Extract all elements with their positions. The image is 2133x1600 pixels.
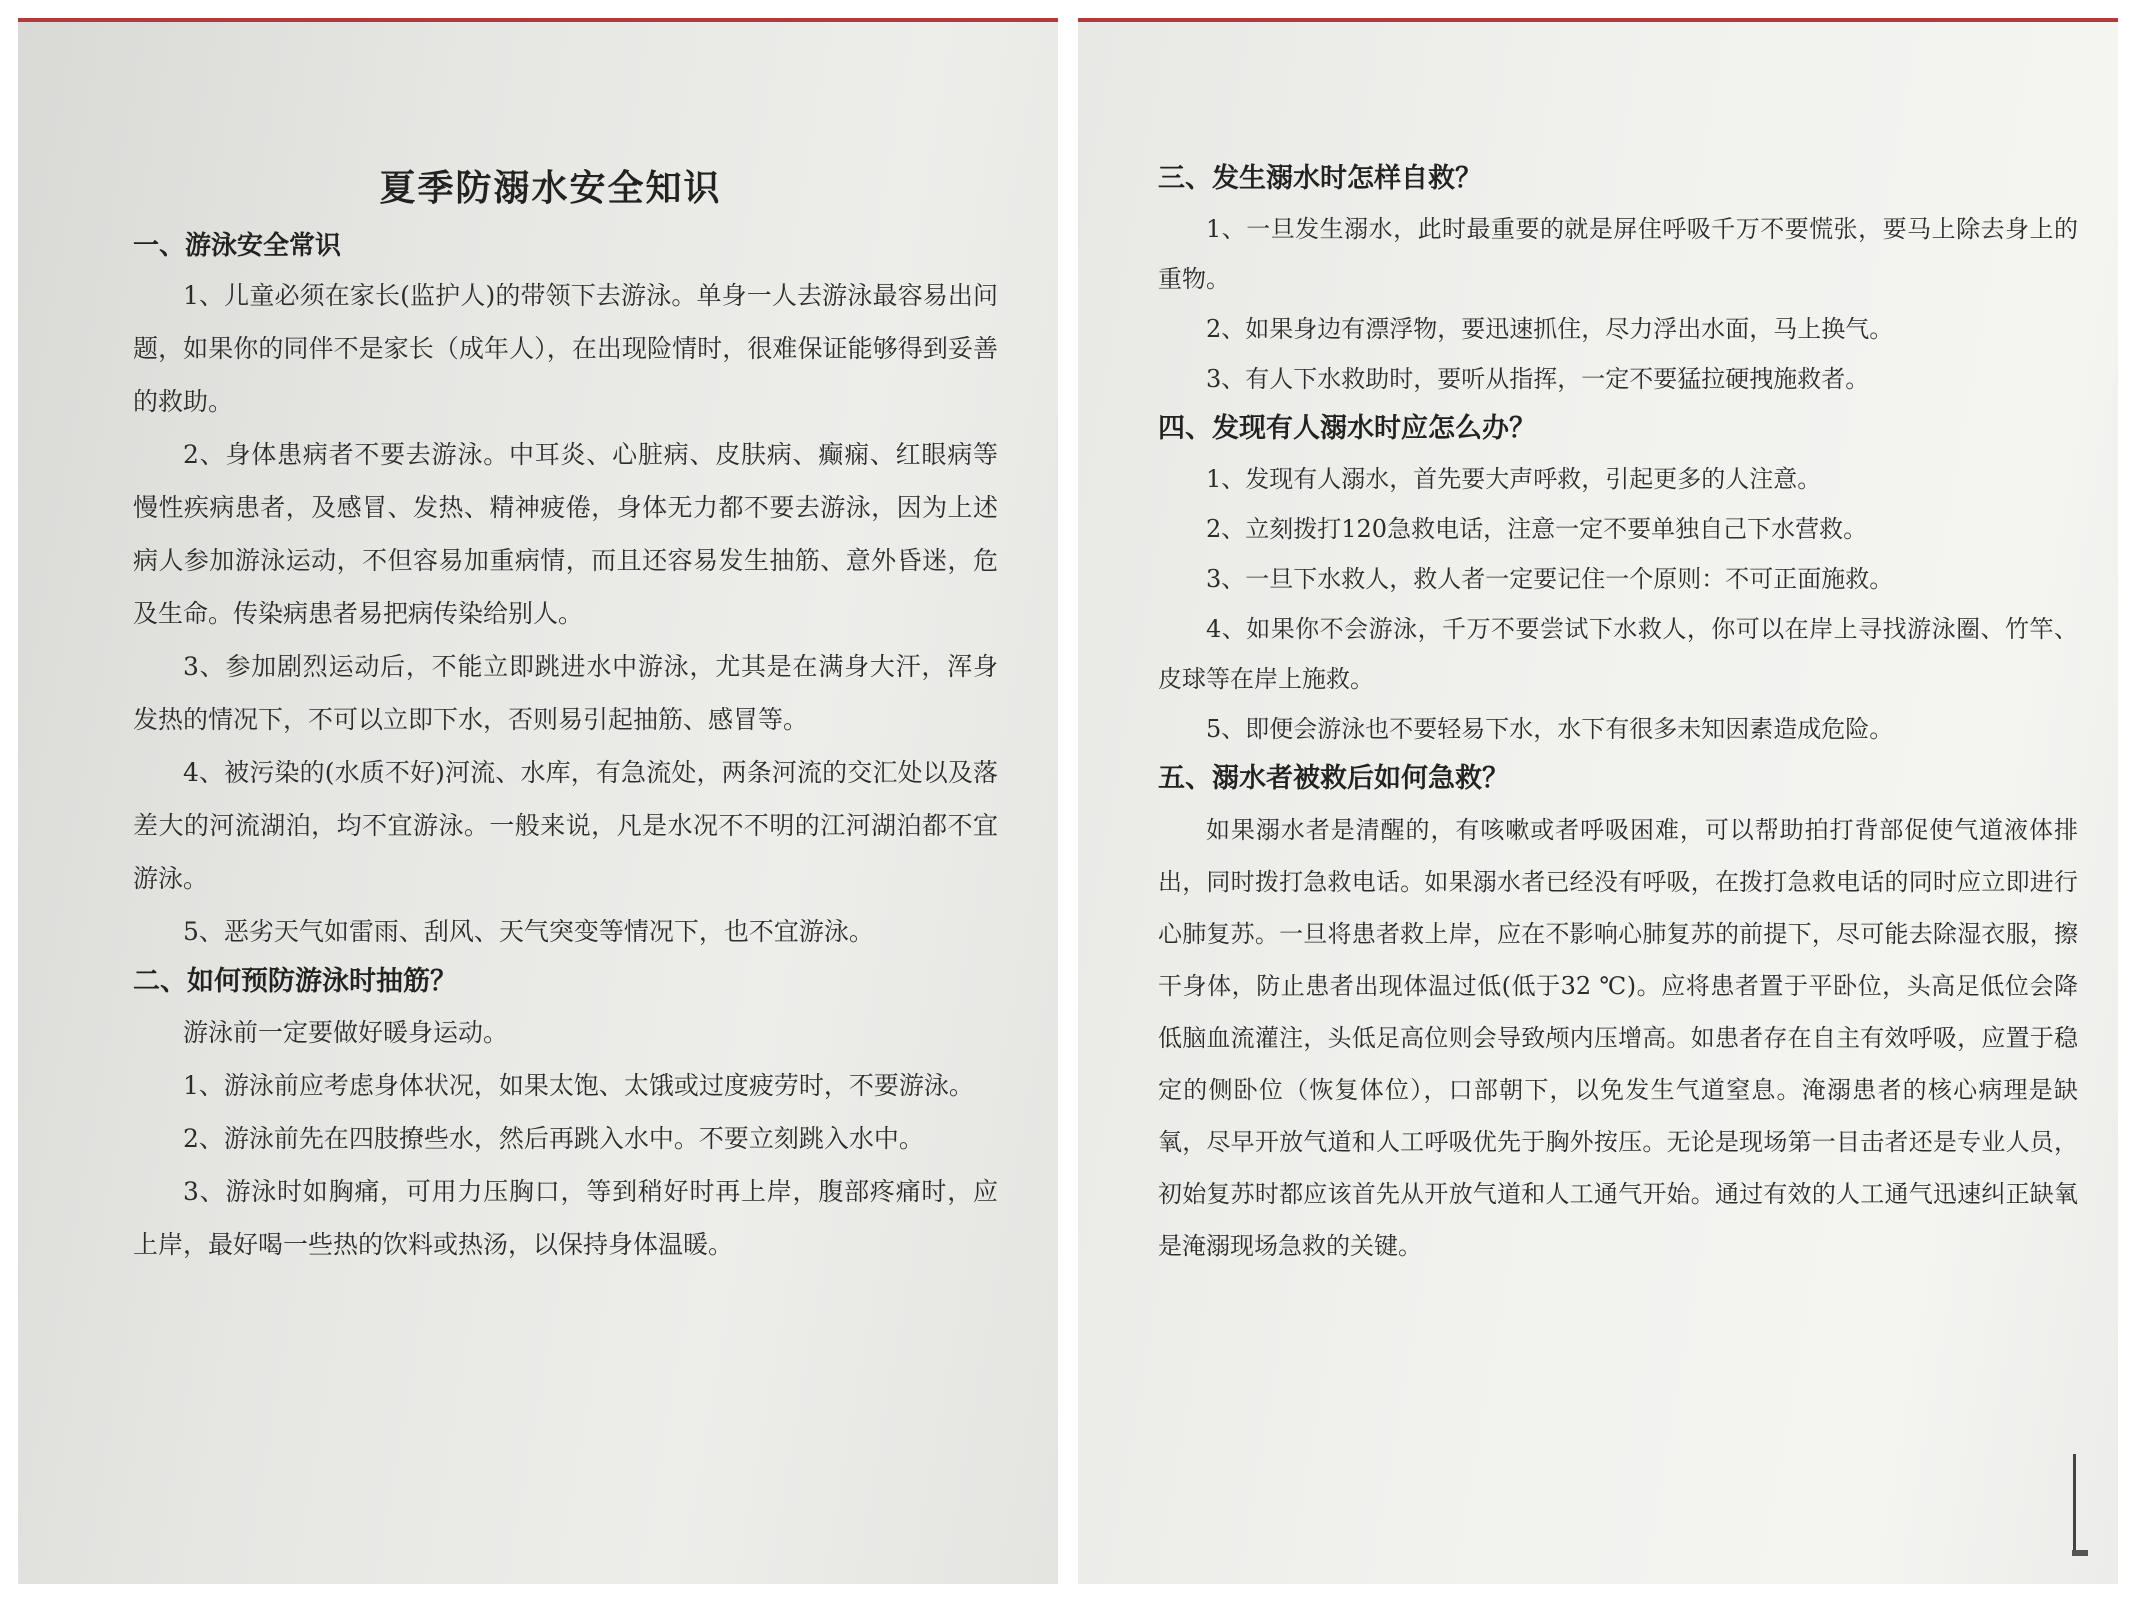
- paragraph: 1、一旦发生溺水，此时最重要的就是屏住呼吸千万不要慌张，要马上除去身上的重物。: [1158, 215, 2078, 293]
- paragraph: 4、被污染的(水质不好)河流、水库，有急流处，两条河流的交汇处以及落差大的河流湖泊，均不宜游泳。一般来说，凡是水况不不明的江河湖泊都不宜游泳。: [133, 758, 998, 893]
- left-page-content: [18, 22, 1058, 1584]
- corner-mark-base: [2072, 1550, 2088, 1556]
- paragraph: 5、即便会游泳也不要轻易下水，水下有很多未知因素造成危险。: [1206, 715, 1894, 743]
- right-page: [1078, 18, 2118, 1584]
- section-heading-2: 二、如何预防游泳时抽筋？: [133, 966, 457, 997]
- paragraph: 5、恶劣天气如雷雨、刮风、天气突变等情况下，也不宜游泳。: [183, 917, 874, 946]
- paragraph: 2、身体患病者不要去游泳。中耳炎、心脏病、皮肤病、癫痫、红眼病等慢性疾病患者，及感冒、发热、精神疲倦，身体无力都不要去游泳，因为上述病人参加游泳运动，不但容易加重病情，而且还容易发生抽筋、意外昏迷，危及生命。传染病患者易把病传染给别人。: [133, 440, 998, 628]
- document-title: 夏季防溺水安全知识: [379, 167, 722, 209]
- paragraph: 1、游泳前应考虑身体状况，如果太饱、太饿或过度疲劳时，不要游泳。: [183, 1071, 974, 1100]
- paragraph: 2、立刻拨打120急救电话，注意一定不要单独自己下水营救。: [1206, 515, 1868, 543]
- paragraph: 2、如果身边有漂浮物，要迅速抓住，尽力浮出水面，马上换气。: [1206, 315, 1894, 343]
- right-page-content: [1078, 22, 2118, 1584]
- paragraph: 如果溺水者是清醒的，有咳嗽或者呼吸困难，可以帮助拍打背部促使气道液体排出，同时拨打急救电话。如果溺水者已经没有呼吸，在拨打急救电话的同时应立即进行心肺复苏。一旦将患者救上岸，应在不影响心肺复苏的前提下，尽可能去除湿衣服，擦干身体，防止患者出现体温过低(低于32 ℃)。应将患者置于平卧位，头高足低位会降低脑血流灌注，头低足高位则会导致颅内压增高。如患者存在自主有效呼吸，应置于稳定的侧卧位（恢复体位），口部朝下，以免发生气道窒息。淹溺患者的核心病理是缺氧，尽早开放气道和人工呼吸优先于胸外按压。无论是现场第一目击者还是专业人员，初始复苏时都应该首先从开放气道和人工通气开始。通过有效的人工通气迅速纠正缺氧是淹溺现场急救的关键。: [1158, 816, 2078, 1260]
- section-heading-3: 三、发生溺水时怎样自救？: [1158, 163, 1482, 194]
- paragraph: 3、参加剧烈运动后，不能立即跳进水中游泳，尤其是在满身大汗，浑身发热的情况下，不可以立即下水，否则易引起抽筋、感冒等。: [133, 652, 998, 734]
- section-heading-1: 一、游泳安全常识: [133, 231, 342, 261]
- paragraph: 3、有人下水救助时，要听从指挥，一定不要猛拉硬拽施救者。: [1206, 365, 1870, 393]
- paragraph: 1、儿童必须在家长(监护人)的带领下去游泳。单身一人去游泳最容易出问题，如果你的同伴不是家长（成年人），在出现险情时，很难保证能够得到妥善的救助。: [133, 281, 998, 416]
- section-heading-5: 五、溺水者被救后如何急救？: [1158, 763, 1509, 794]
- page-gap: [1058, 0, 1078, 1600]
- paragraph: 3、一旦下水救人，救人者一定要记住一个原则：不可正面施救。: [1206, 565, 1894, 593]
- paragraph: 3、游泳时如胸痛，可用力压胸口，等到稍好时再上岸，腹部疼痛时，应上岸，最好喝一些热的饮料或热汤，以保持身体温暖。: [133, 1177, 998, 1259]
- section-heading-4: 四、发现有人溺水时应怎么办？: [1158, 413, 1536, 444]
- paragraph: 2、游泳前先在四肢撩些水，然后再跳入水中。不要立刻跳入水中。: [183, 1124, 924, 1153]
- paragraph: 1、发现有人溺水，首先要大声呼救，引起更多的人注意。: [1206, 465, 1822, 493]
- paragraph: 4、如果你不会游泳，千万不要尝试下水救人，你可以在岸上寻找游泳圈、竹竿、皮球等在岸上施救。: [1158, 615, 2078, 693]
- paragraph: 游泳前一定要做好暖身运动。: [183, 1018, 509, 1047]
- corner-mark: [2073, 1454, 2076, 1554]
- left-page: [18, 18, 1058, 1584]
